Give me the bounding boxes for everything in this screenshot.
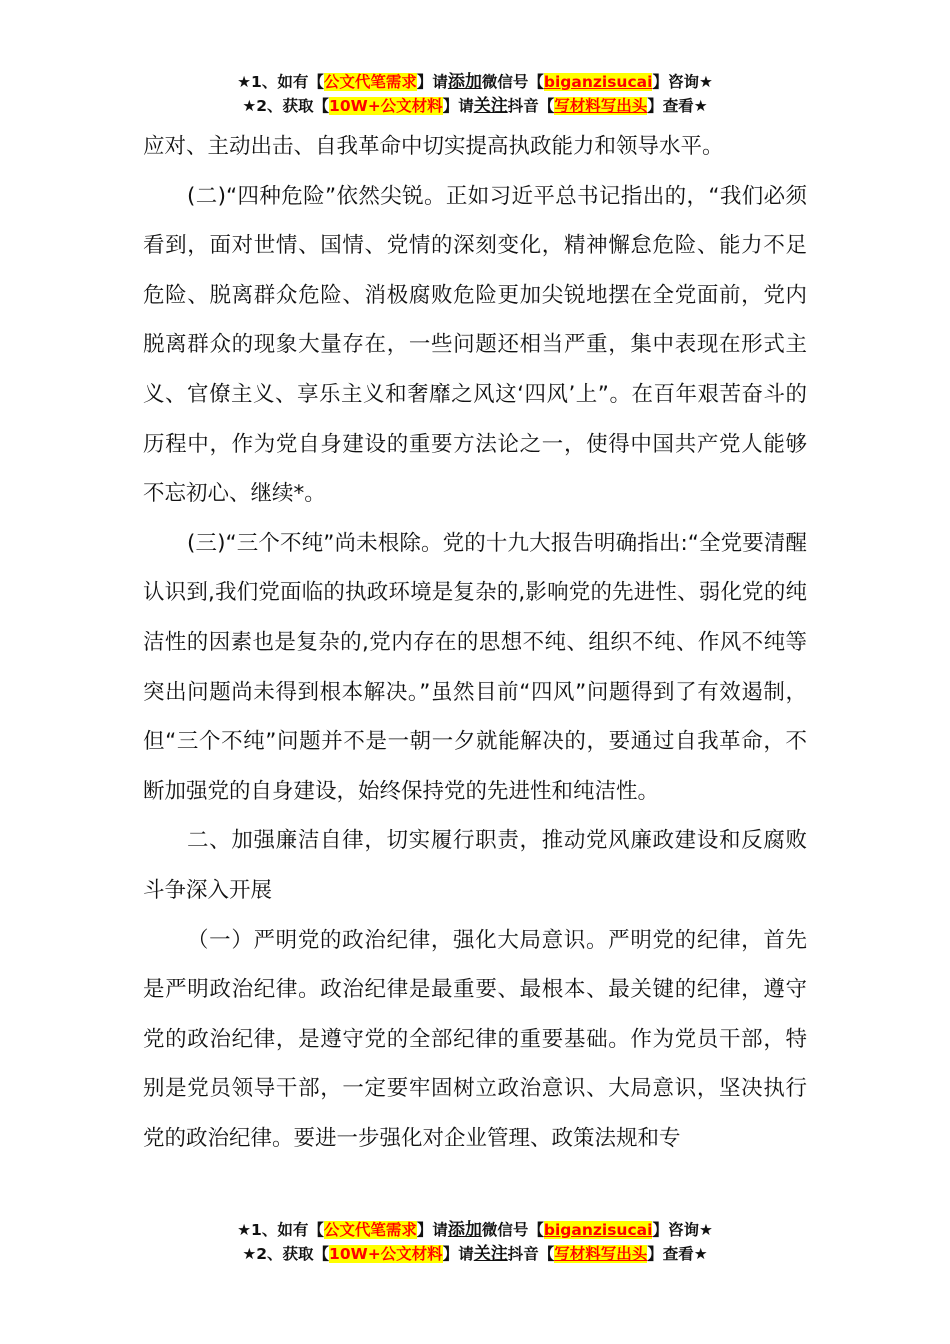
- wechat-id-link[interactable]: biganzisucai: [543, 73, 653, 91]
- banner-line-1: [0, 1218, 950, 1242]
- banner-highlight: 公文代笔需求: [323, 73, 417, 91]
- banner-text: ★1、如有【: [237, 73, 324, 91]
- banner-text: 】请: [416, 1221, 448, 1239]
- banner-text: 】请: [442, 97, 474, 115]
- banner-line-1: [0, 70, 950, 94]
- banner-highlight: 公文代笔需求: [323, 1221, 417, 1239]
- banner-text: 微信号【: [481, 73, 544, 91]
- banner-emphasis: 关注: [473, 96, 508, 116]
- banner-text: 抖音【: [507, 1245, 555, 1263]
- banner-line-2: [0, 94, 950, 118]
- banner-text: 】咨询★: [652, 1221, 713, 1239]
- banner-text: ★1、如有【: [237, 1221, 324, 1239]
- douyin-account-link[interactable]: 写材料写出头: [554, 97, 648, 115]
- footer-banner: [0, 1218, 950, 1266]
- banner-text: 微信号【: [481, 1221, 544, 1239]
- banner-highlight: 10W+公文材料: [329, 1245, 443, 1263]
- banner-emphasis: 关注: [473, 1244, 508, 1264]
- banner-text: ★2、获取【: [242, 1245, 330, 1263]
- wechat-id-link[interactable]: biganzisucai: [543, 1221, 653, 1239]
- section-heading: 二、加强廉洁自律，切实履行职责，推动党风廉政建设和反腐败斗争深入开展: [143, 828, 807, 903]
- banner-emphasis: 添加: [447, 1220, 482, 1240]
- banner-text: 】查看★: [647, 1245, 708, 1263]
- header-banner: [0, 70, 950, 118]
- banner-text: 】请: [442, 1245, 474, 1263]
- douyin-account-link[interactable]: 写材料写出头: [554, 1245, 648, 1263]
- body-paragraph: （一）严明党的政治纪律，强化大局意识。严明党的纪律，首先是严明政治纪律。政治纪律是最重要、最根本、最关键的纪律，遵守党的政治纪律，是遵守党的全部纪律的重要基础。作为党员干部，特别是党员领导干部，一定要牢固树立政治意识、大局意识，坚决执行党的政治纪律。要进一步强化对企业管理、政策法规和专: [143, 927, 807, 1151]
- banner-text: ★2、获取【: [242, 97, 330, 115]
- banner-highlight: 10W+公文材料: [329, 97, 443, 115]
- body-paragraph: (二)“四种危险”依然尖锐。正如习近平总书记指出的，“我们必须看到，面对世情、国情、党情的深刻变化，精神懈怠危险、能力不足危险、脱离群众危险、消极腐败危险更加尖锐地摆在全党面前，党内脱离群众的现象大量存在，一些问题还相当严重，集中表现在形式主义、官僚主义、享乐主义和奢靡之风这‘四风’上”。在百年艰苦奋斗的历程中，作为党自身建设的重要方法论之一，使得中国共产党人能够不忘初心、继续*。: [143, 183, 807, 507]
- banner-emphasis: 添加: [447, 72, 482, 92]
- banner-text: 】查看★: [647, 97, 708, 115]
- banner-text: 】咨询★: [652, 73, 713, 91]
- banner-line-2: [0, 1242, 950, 1266]
- document-body: [143, 122, 807, 1163]
- banner-text: 】请: [416, 73, 448, 91]
- banner-text: 抖音【: [507, 97, 555, 115]
- body-paragraph: (三)“三个不纯”尚未根除。党的十九大报告明确指出:“全党要清醒认识到,我们党面临的执政环境是复杂的,影响党的先进性、弱化党的纯洁性的因素也是复杂的,党内存在的思想不纯、组织不纯、作风不纯等突出问题尚未得到根本解决。”虽然目前“四风”问题得到了有效遏制，但“三个不纯”问题并不是一朝一夕就能解决的，要通过自我革命，不断加强党的自身建设，始终保持党的先进性和纯洁性。: [143, 530, 807, 804]
- body-paragraph: 应对、主动出击、自我革命中切实提高执政能力和领导水平。: [143, 134, 724, 159]
